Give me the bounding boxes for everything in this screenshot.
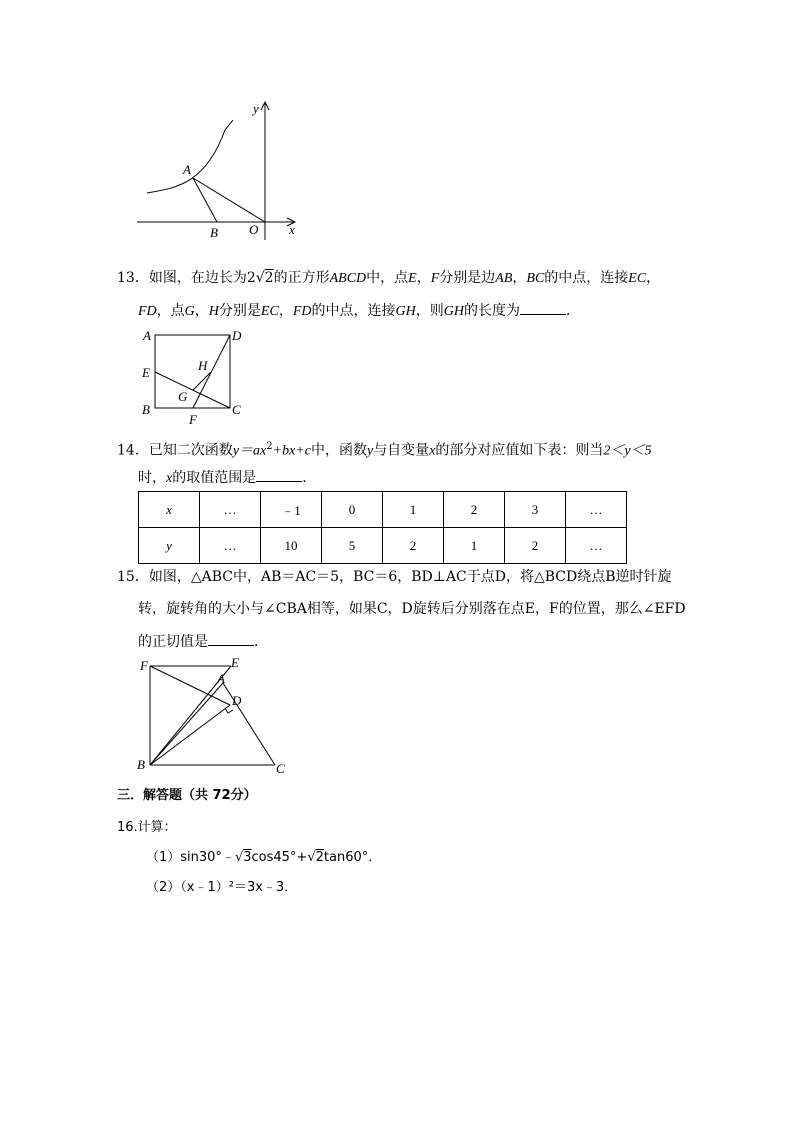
q16-part-1: （1）sin30°﹣√3cos45°+√2tan60°． bbox=[146, 850, 382, 865]
fig15-label-c: C bbox=[276, 761, 285, 776]
table-cell: 2 bbox=[505, 528, 566, 564]
q16-part-2: （2）（x﹣1）²＝3x﹣3． bbox=[146, 880, 298, 895]
q14-line-1: 14．已知二次函数$y=ax^2+bx+c$中，函数y与自变量x的部分对应值如下表：则当2＜y＜5 bbox=[117, 441, 652, 459]
fig12-label-a: A bbox=[183, 162, 191, 177]
fig12-label-b: B bbox=[210, 225, 218, 240]
table-cell: 1 bbox=[383, 492, 444, 528]
table-cell: y bbox=[139, 528, 200, 564]
values-table bbox=[138, 491, 627, 564]
table-cell: 0 bbox=[322, 492, 383, 528]
table-cell: x bbox=[139, 492, 200, 528]
q13-line-1: 13．如图，在边长为2√2的正方形ABCD中，点E，F分别是边AB，BC的中点，连接EC， bbox=[117, 270, 661, 286]
fig15-label-e: E bbox=[231, 655, 239, 670]
fig13-label-b: B bbox=[142, 402, 150, 417]
answer-blank bbox=[520, 300, 566, 315]
answer-blank bbox=[208, 631, 254, 646]
q16-title: 16.计算： bbox=[117, 820, 177, 835]
fig13-label-f: F bbox=[189, 412, 197, 426]
table-cell: 3 bbox=[505, 492, 566, 528]
table-cell: 5 bbox=[322, 528, 383, 564]
fig13-label-d: D bbox=[232, 328, 242, 343]
fig13-label-a: A bbox=[143, 328, 151, 343]
fig15-label-b: B bbox=[137, 757, 145, 772]
table-row bbox=[139, 528, 627, 564]
section-heading: 三．解答题（共 72分） bbox=[117, 788, 257, 803]
fig12-label-o: O bbox=[249, 222, 259, 237]
fig13-label-e: E bbox=[142, 365, 150, 380]
q15-line-3: 的正切值是 ． bbox=[138, 631, 268, 652]
table-cell: 1 bbox=[444, 528, 505, 564]
table-cell: ﹣1 bbox=[261, 492, 322, 528]
table-cell: … bbox=[200, 528, 261, 564]
fig15-label-a: A bbox=[217, 671, 225, 686]
fig12-label-x: x bbox=[289, 222, 295, 237]
fig13-label-h: H bbox=[198, 358, 208, 373]
fig15-label-f: F bbox=[140, 658, 148, 673]
table-cell: 2 bbox=[383, 528, 444, 564]
fig13-label-g: G bbox=[178, 389, 188, 404]
q15-line-1: 15．如图，△ABC中，AB＝AC＝5，BC＝6，BD⊥AC于点D，将△BCD绕点B逆时针旋 bbox=[117, 569, 672, 585]
table-cell: … bbox=[200, 492, 261, 528]
triangle-figure bbox=[135, 655, 295, 777]
table-cell: … bbox=[566, 528, 627, 564]
graph-figure bbox=[135, 100, 300, 240]
fig15-label-d: D bbox=[232, 693, 242, 708]
fig13-label-c: C bbox=[232, 402, 241, 417]
q15-line-2: 转，旋转角的大小与∠CBA相等，如果C，D旋转后分别落在点E，F的位置，那么∠EFD bbox=[138, 601, 686, 617]
answer-blank bbox=[256, 467, 302, 482]
square-figure bbox=[138, 326, 248, 426]
table-cell: … bbox=[566, 492, 627, 528]
table-row bbox=[139, 492, 627, 528]
table-cell: 10 bbox=[261, 528, 322, 564]
table-cell: 2 bbox=[444, 492, 505, 528]
fig12-label-y: y bbox=[253, 101, 259, 116]
q13-line-2: FD，点G，H分别是EC，FD的中点，连接GH，则GH的长度为 ． bbox=[138, 300, 580, 322]
q14-line-2: 时，x的取值范围是 ． bbox=[138, 467, 316, 489]
